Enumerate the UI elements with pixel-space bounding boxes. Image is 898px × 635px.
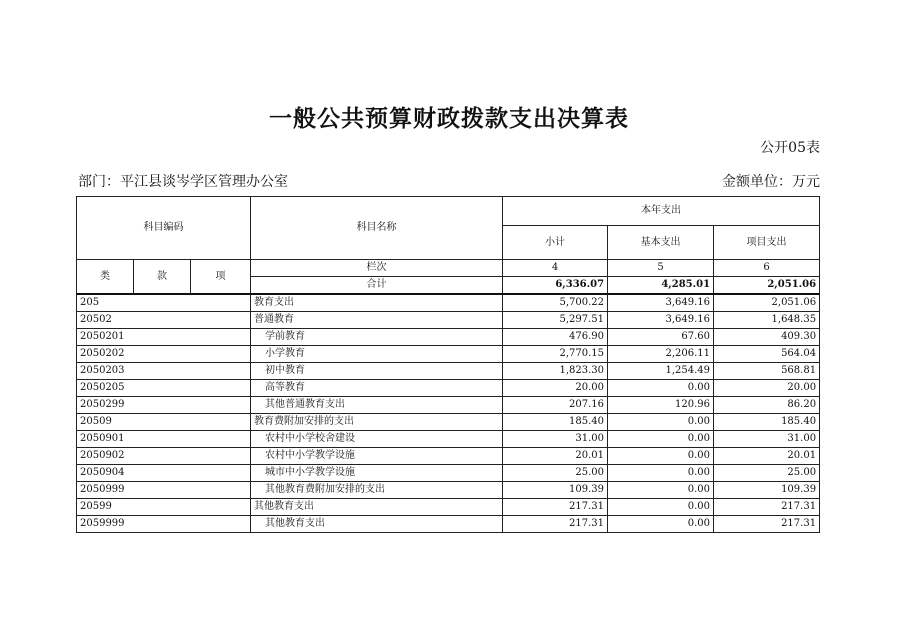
row-project: 20.01 bbox=[714, 448, 820, 465]
column-no-6: 6 bbox=[714, 260, 820, 277]
table-row bbox=[77, 294, 820, 312]
row-name: 其他教育费附加安排的支出 bbox=[251, 482, 503, 499]
total-basic: 4,285.01 bbox=[608, 277, 714, 295]
table-row bbox=[77, 363, 820, 380]
row-subtotal: 1,823.30 bbox=[503, 363, 608, 380]
row-code: 2050203 bbox=[77, 363, 251, 380]
department-label: 部门：平江县谈岑学区管理办公室 bbox=[78, 174, 288, 190]
row-basic: 0.00 bbox=[608, 448, 714, 465]
row-name: 农村中小学校舍建设 bbox=[251, 431, 503, 448]
row-basic: 67.60 bbox=[608, 329, 714, 346]
row-subtotal: 5,700.22 bbox=[503, 294, 608, 312]
row-name: 学前教育 bbox=[251, 329, 503, 346]
row-subtotal: 109.39 bbox=[503, 482, 608, 499]
row-code: 20509 bbox=[77, 414, 251, 431]
table-row bbox=[77, 380, 820, 397]
header-lei: 类 bbox=[77, 260, 134, 295]
header-code: 科目编码 bbox=[77, 197, 251, 260]
table-row bbox=[77, 431, 820, 448]
column-no-5: 5 bbox=[608, 260, 714, 277]
row-subtotal: 2,770.15 bbox=[503, 346, 608, 363]
table-row bbox=[77, 465, 820, 482]
row-project: 25.00 bbox=[714, 465, 820, 482]
row-project: 86.20 bbox=[714, 397, 820, 414]
row-subtotal: 476.90 bbox=[503, 329, 608, 346]
total-subtotal: 6,336.07 bbox=[503, 277, 608, 295]
row-name: 其他教育支出 bbox=[251, 516, 503, 533]
row-basic: 3,649.16 bbox=[608, 312, 714, 329]
table-row bbox=[77, 414, 820, 431]
row-project: 1,648.35 bbox=[714, 312, 820, 329]
table-row bbox=[77, 312, 820, 329]
row-subtotal: 217.31 bbox=[503, 516, 608, 533]
row-code: 2050999 bbox=[77, 482, 251, 499]
report-title: 一般公共预算财政拨款支出决算表 bbox=[269, 106, 629, 132]
row-name: 其他教育支出 bbox=[251, 499, 503, 516]
row-name: 教育费附加安排的支出 bbox=[251, 414, 503, 431]
row-basic: 0.00 bbox=[608, 431, 714, 448]
table-row bbox=[77, 499, 820, 516]
row-basic: 0.00 bbox=[608, 482, 714, 499]
column-no-label: 栏次 bbox=[251, 260, 503, 277]
row-basic: 0.00 bbox=[608, 499, 714, 516]
header-kuan: 款 bbox=[134, 260, 191, 295]
expenditure-table bbox=[76, 196, 820, 533]
row-basic: 0.00 bbox=[608, 380, 714, 397]
row-project: 217.31 bbox=[714, 499, 820, 516]
row-name: 普通教育 bbox=[251, 312, 503, 329]
row-project: 564.04 bbox=[714, 346, 820, 363]
amount-unit-label: 金额单位：万元 bbox=[722, 174, 820, 190]
table-row bbox=[77, 448, 820, 465]
table-row bbox=[77, 482, 820, 499]
row-code: 205 bbox=[77, 294, 251, 312]
row-code: 2050205 bbox=[77, 380, 251, 397]
table-row bbox=[77, 346, 820, 363]
row-basic: 2,206.11 bbox=[608, 346, 714, 363]
total-project: 2,051.06 bbox=[714, 277, 820, 295]
row-name: 高等教育 bbox=[251, 380, 503, 397]
header-current-year: 本年支出 bbox=[503, 197, 820, 226]
row-project: 217.31 bbox=[714, 516, 820, 533]
row-project: 109.39 bbox=[714, 482, 820, 499]
row-basic: 120.96 bbox=[608, 397, 714, 414]
row-code: 20599 bbox=[77, 499, 251, 516]
row-subtotal: 5,297.51 bbox=[503, 312, 608, 329]
row-code: 2050904 bbox=[77, 465, 251, 482]
row-name: 初中教育 bbox=[251, 363, 503, 380]
form-number: 公开05表 bbox=[760, 140, 820, 156]
row-name: 教育支出 bbox=[251, 294, 503, 312]
header-subtotal: 小计 bbox=[503, 226, 608, 260]
header-name: 科目名称 bbox=[251, 197, 503, 260]
row-subtotal: 25.00 bbox=[503, 465, 608, 482]
row-project: 568.81 bbox=[714, 363, 820, 380]
header-basic: 基本支出 bbox=[608, 226, 714, 260]
row-code: 2050201 bbox=[77, 329, 251, 346]
row-name: 农村中小学教学设施 bbox=[251, 448, 503, 465]
row-subtotal: 20.01 bbox=[503, 448, 608, 465]
row-code: 2050202 bbox=[77, 346, 251, 363]
row-basic: 0.00 bbox=[608, 414, 714, 431]
row-code: 2059999 bbox=[77, 516, 251, 533]
total-label: 合计 bbox=[251, 277, 503, 295]
row-subtotal: 20.00 bbox=[503, 380, 608, 397]
row-subtotal: 217.31 bbox=[503, 499, 608, 516]
row-project: 409.30 bbox=[714, 329, 820, 346]
table-row bbox=[77, 397, 820, 414]
row-code: 2050902 bbox=[77, 448, 251, 465]
row-subtotal: 185.40 bbox=[503, 414, 608, 431]
row-basic: 3,649.16 bbox=[608, 294, 714, 312]
row-name: 城市中小学教学设施 bbox=[251, 465, 503, 482]
row-code: 2050299 bbox=[77, 397, 251, 414]
row-basic: 1,254.49 bbox=[608, 363, 714, 380]
header-xiang: 项 bbox=[191, 260, 251, 295]
row-basic: 0.00 bbox=[608, 465, 714, 482]
row-name: 小学教育 bbox=[251, 346, 503, 363]
row-name: 其他普通教育支出 bbox=[251, 397, 503, 414]
row-project: 185.40 bbox=[714, 414, 820, 431]
row-project: 31.00 bbox=[714, 431, 820, 448]
table-row bbox=[77, 329, 820, 346]
row-subtotal: 207.16 bbox=[503, 397, 608, 414]
row-basic: 0.00 bbox=[608, 516, 714, 533]
table-row bbox=[77, 516, 820, 533]
header-project: 项目支出 bbox=[714, 226, 820, 260]
row-project: 2,051.06 bbox=[714, 294, 820, 312]
row-code: 2050901 bbox=[77, 431, 251, 448]
row-project: 20.00 bbox=[714, 380, 820, 397]
row-subtotal: 31.00 bbox=[503, 431, 608, 448]
row-code: 20502 bbox=[77, 312, 251, 329]
column-no-4: 4 bbox=[503, 260, 608, 277]
